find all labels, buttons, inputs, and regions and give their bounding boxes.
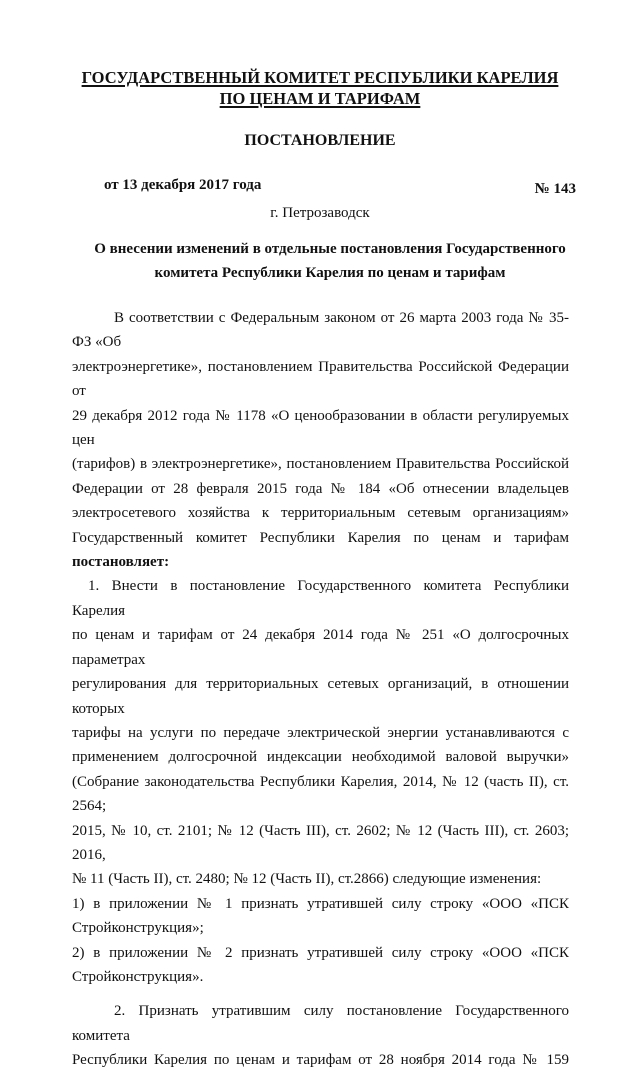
document-city: г. Петрозаводск — [270, 205, 370, 221]
document-number: № 143 — [534, 181, 576, 197]
body-line: 2015, № 10, ст. 2101; № 12 (Часть III), ст. 2602; № 12 (Часть III), ст. 2603; 2016, — [72, 822, 569, 863]
body-line: регулирования для территориальных сетевых организаций, в отношении которых — [72, 676, 569, 717]
body-line-decision: постановляет: — [72, 554, 170, 571]
body-line: тарифы на услуги по передаче электрической энергии устанавливаются с — [72, 724, 569, 741]
body-line: 2) в приложении № 2 признать утратившей силу строку «ООО «ПСК — [72, 944, 569, 961]
body-line: электросетевого хозяйства к территориальным сетевым организациям» — [72, 505, 569, 522]
body-line: применением долгосрочной индексации необходимой валовой выручки» — [72, 749, 569, 766]
body-line: В соответствии с Федеральным законом от 26 марта 2003 года № 35-ФЗ «Об — [72, 310, 569, 351]
document-type: ПОСТАНОВЛЕНИЕ — [244, 132, 396, 149]
subject-line-1: О внесении изменений в отдельные постановления Государственного — [94, 241, 566, 257]
body-line: 2. Признать утратившим силу постановление Государственного комитета — [72, 1003, 569, 1044]
body-line: Стройконструкция». — [72, 968, 204, 985]
subject-line-2: комитета Республики Карелия по ценам и тарифам — [154, 265, 506, 281]
body-line: 1. Внести в постановление Государственного комитета Республики Карелия — [72, 578, 569, 619]
document-subject — [60, 237, 600, 285]
body-line: (Собрание законодательства Республики Карелия, 2014, № 12 (часть II), ст. 2564; — [72, 773, 569, 815]
body-line: электроэнергетике», постановлением Правительства Российской Федерации от — [72, 358, 569, 400]
body-line: по ценам и тарифам от 24 декабря 2014 года № 251 «О долгосрочных параметрах — [72, 627, 569, 668]
body-line: 1) в приложении № 1 признать утратившей силу строку «ООО «ПСК — [72, 895, 569, 912]
committee-name-line-1: ГОСУДАРСТВЕННЫЙ КОМИТЕТ РЕСПУБЛИКИ КАРЕЛИЯ — [81, 68, 559, 87]
body-line: Государственный комитет Республики Карелия по ценам и тарифам — [72, 529, 569, 546]
document-body — [72, 306, 569, 1073]
document-date: от 13 декабря 2017 года — [104, 177, 262, 193]
committee-name-line-2: ПО ЦЕНАМ И ТАРИФАМ — [219, 89, 421, 108]
body-line: Федерации от 28 февраля 2015 года № 184 «Об отнесении владельцев — [72, 480, 569, 497]
body-line: Республики Карелия по ценам и тарифам от 28 ноября 2014 года № 159 — [72, 1052, 569, 1069]
body-line: 29 декабря 2012 года № 1178 «О ценообразовании в области регулируемых цен — [72, 407, 569, 449]
body-line: № 11 (Часть II), ст. 2480; № 12 (Часть II), ст.2866) следующие изменения: — [72, 871, 542, 888]
body-line: (тарифов) в электроэнергетике», постановлением Правительства Российской — [72, 456, 569, 473]
body-line: Стройконструкция»; — [72, 920, 204, 937]
